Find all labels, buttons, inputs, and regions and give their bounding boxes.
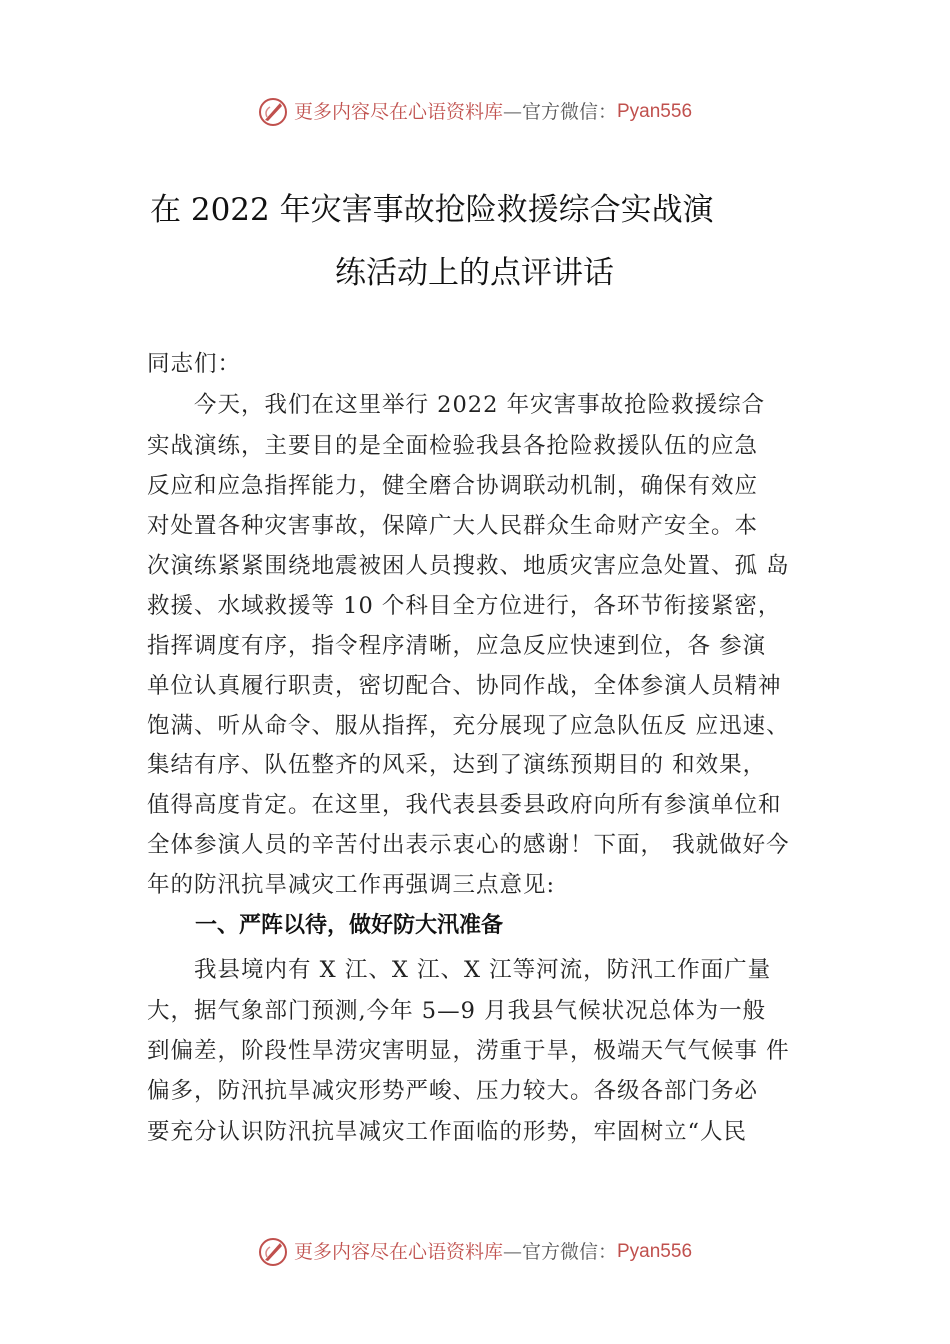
paragraph-line: 大，据气象部门预测,今年 5—9 月我县气候状况总体为一般 <box>147 998 767 1024</box>
paragraph-line: 集结有序、队伍整齐的风采，达到了演练预期目的 和效果， <box>147 752 767 778</box>
paragraph-line: 反应和应急指挥能力，健全磨合协调联动机制，确保有效应 <box>147 473 759 499</box>
footer-banner <box>0 1236 950 1267</box>
paragraph-line: 我县境内有 X 江、X 江、X 江等河流，防汛工作面广量 <box>147 957 772 983</box>
salutation: 同志们： <box>147 351 242 377</box>
banner-wechat-label: 官方微信： <box>521 1241 617 1263</box>
document-title-line-2: 练活动上的点评讲话 <box>335 255 614 291</box>
header-banner <box>0 96 950 127</box>
banner-wechat-label: 官方微信： <box>521 101 617 123</box>
quill-logo-icon <box>258 97 288 127</box>
banner-brand: 更多内容尽在心语资料库 <box>293 1241 503 1263</box>
paragraph-line: 对处置各种灾害事故，保障广大人民群众生命财产安全。本 <box>147 513 759 539</box>
banner-brand: 更多内容尽在心语资料库 <box>293 101 503 123</box>
paragraph-line: 指挥调度有序，指令程序清晰，应急反应快速到位，各 参演 <box>147 633 767 659</box>
paragraph-line: 救援、水域救援等 10 个科目全方位进行，各环节衔接紧密， <box>147 593 782 619</box>
paragraph-line: 要充分认识防汛抗旱减灾工作面临的形势，牢固树立“人民 <box>147 1119 748 1145</box>
paragraph-line: 饱满、听从命令、服从指挥，充分展现了应急队伍反 应迅速、 <box>147 713 790 739</box>
paragraph-line: 实战演练，主要目的是全面检验我县各抢险救援队伍的应急 <box>147 433 759 459</box>
paragraph-line: 到偏差，阶段性旱涝灾害明显，涝重于旱，极端天气气候事 件 <box>147 1038 790 1064</box>
banner-separator: — <box>502 1241 522 1263</box>
paragraph-line: 值得高度肯定。在这里，我代表县委县政府向所有参演单位和 <box>147 792 782 818</box>
banner-separator: — <box>502 101 522 123</box>
section-heading: 一、严阵以待，做好防大汛准备 <box>195 913 504 938</box>
banner-account: Pyan556 <box>617 101 693 122</box>
quill-logo-icon <box>258 1237 288 1267</box>
paragraph-line: 次演练紧紧围绕地震被困人员搜救、地质灾害应急处置、孤 岛 <box>147 553 790 579</box>
document-title-line-1: 在 2022 年灾害事故抢险救援综合实战演 <box>150 192 714 228</box>
banner-account: Pyan556 <box>617 1241 693 1262</box>
paragraph-line: 全体参演人员的辛苦付出表示衷心的感谢！下面， 我就做好今 <box>147 832 790 858</box>
paragraph-line: 今天，我们在这里举行 2022 年灾害事故抢险救援综合 <box>147 392 766 418</box>
paragraph-line: 单位认真履行职责，密切配合、协同作战，全体参演人员精神 <box>147 673 782 699</box>
paragraph-line: 偏多，防汛抗旱减灾形势严峻、压力较大。各级各部门务必 <box>147 1078 759 1104</box>
paragraph-line: 年的防汛抗旱减灾工作再强调三点意见: <box>147 872 556 898</box>
